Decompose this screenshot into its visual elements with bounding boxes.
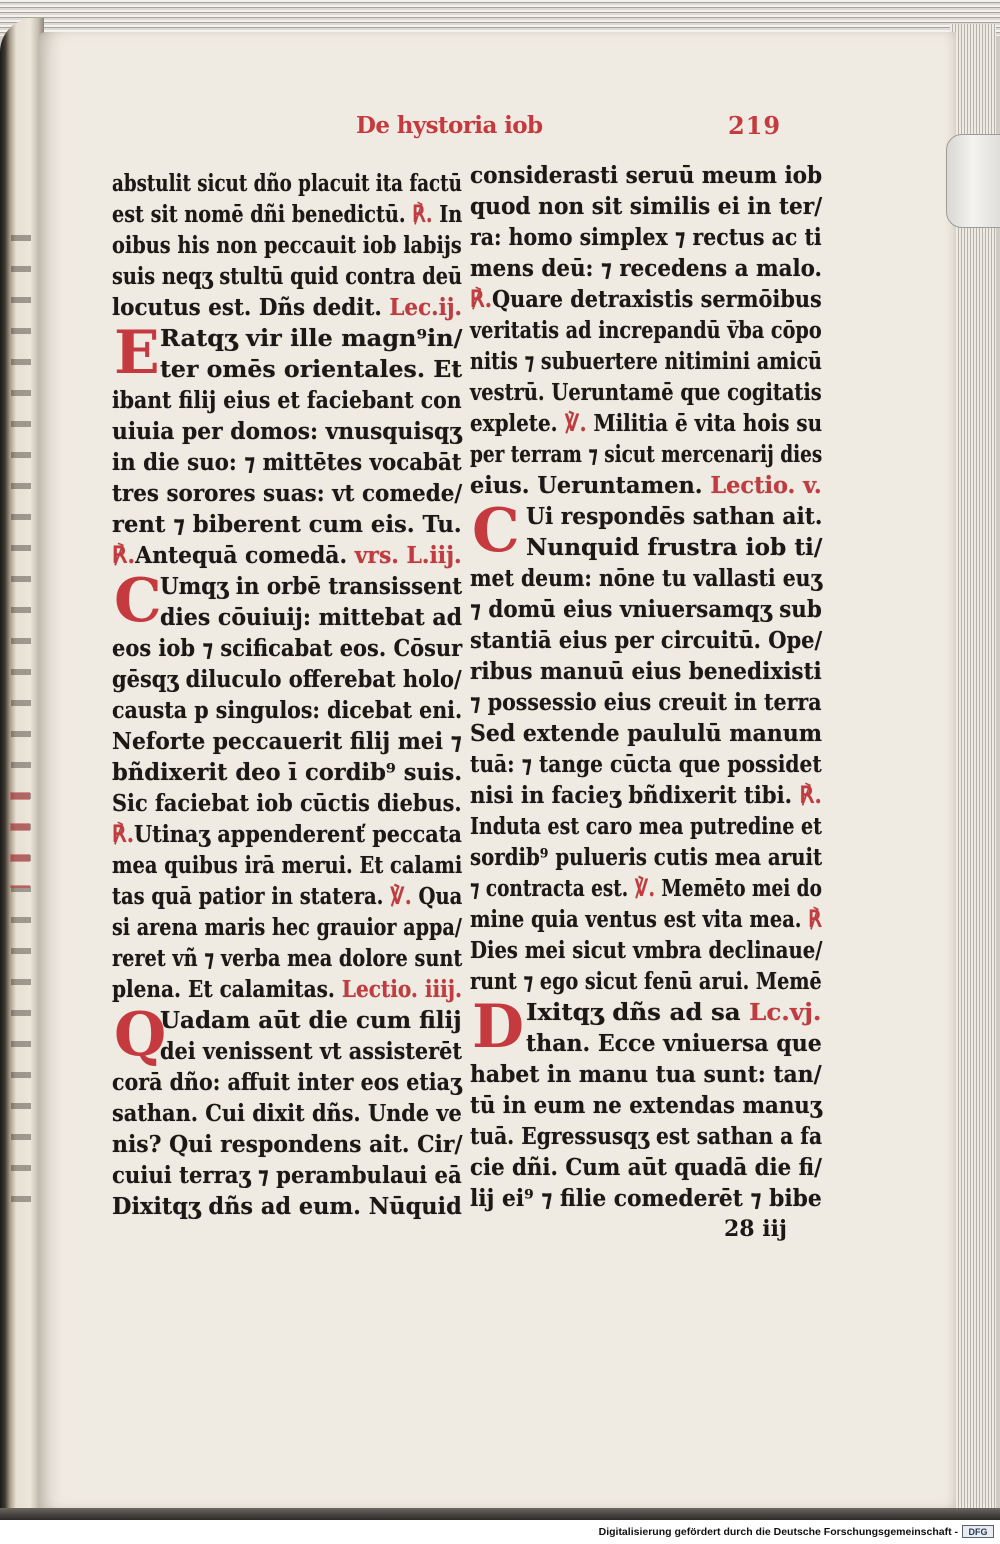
ink-text: reret vñ ⁊ verba mea dolore sunt xyxy=(112,945,463,972)
text-line xyxy=(470,470,822,501)
text-line xyxy=(112,788,462,819)
line-text xyxy=(160,323,462,354)
ink-text: dies cōuiuij: mittebat ad xyxy=(160,604,463,631)
running-title: De hystoria iob xyxy=(356,112,543,139)
rubric-text: Lectio. iiij. xyxy=(341,976,463,1003)
rubric-text: ℟. xyxy=(412,201,433,228)
ink-text: plena. Et calamitas. xyxy=(112,976,342,1003)
ink-text: ribus manuū eius benedixisti xyxy=(470,658,822,685)
text-line xyxy=(470,873,822,904)
line-text xyxy=(112,261,462,292)
line-text xyxy=(112,633,462,664)
text-line xyxy=(470,687,822,718)
line-text xyxy=(470,1059,822,1090)
line-text xyxy=(526,997,821,1028)
text-line xyxy=(112,850,462,881)
text-line xyxy=(112,1036,462,1067)
line-text xyxy=(470,1183,822,1214)
line-text xyxy=(112,664,462,695)
rubric-text: ℟. xyxy=(799,782,822,809)
ink-text: Umqʒ in orbē transissent xyxy=(160,573,463,600)
ink-text: ⁊ possessio eius creuit in terra xyxy=(470,689,822,716)
text-line xyxy=(470,625,822,656)
line-text xyxy=(470,439,822,470)
text-line xyxy=(112,943,462,974)
text-line xyxy=(470,1059,822,1090)
rubricated-initial: D xyxy=(472,992,525,1062)
line-text xyxy=(112,912,462,943)
ink-text: Uadam aūt die cum filij xyxy=(160,1007,462,1034)
text-line xyxy=(470,1121,822,1152)
ink-text: per terram ⁊ sicut mercenarij dies xyxy=(470,441,823,468)
line-text xyxy=(112,168,462,199)
text-line xyxy=(470,253,822,284)
text-line xyxy=(112,478,462,509)
ink-text: Ratqʒ vir ille magn⁹in/ xyxy=(160,325,463,352)
ink-text: tū in eum ne extendas manuʒ xyxy=(470,1092,822,1119)
ink-text: Dixitqʒ dñs ad eum. Nūquid xyxy=(112,1193,462,1220)
ink-text: sathan. Cui dixit dñs. Unde ve xyxy=(112,1100,462,1127)
rubric-text: ℣. xyxy=(634,875,655,902)
ink-text: Nunquid frustra iob ti/ xyxy=(526,534,823,561)
text-line xyxy=(112,230,462,261)
line-text xyxy=(470,1152,822,1183)
ink-text: runt ⁊ ego sicut fenū arui. Memē xyxy=(470,968,822,995)
text-line xyxy=(470,1183,822,1214)
rubricated-initial: Q xyxy=(114,1000,167,1070)
text-line xyxy=(470,656,822,687)
rubric-text: ℟. xyxy=(112,821,135,848)
text-line xyxy=(112,509,462,540)
text-line xyxy=(470,284,822,315)
line-text xyxy=(112,1098,462,1129)
line-text xyxy=(470,625,822,656)
ink-text: cuiui terraʒ ⁊ perambulaui eā xyxy=(112,1162,462,1189)
text-line xyxy=(112,261,462,292)
line-text xyxy=(470,687,822,718)
ink-text: dei venissent vt assisterēt xyxy=(160,1038,462,1065)
ink-text: Ixitqʒ dñs ad sa xyxy=(526,999,750,1026)
rubric-text: Lc.vj. xyxy=(749,999,822,1026)
ink-text: suis neqʒ stultū quid contra deū xyxy=(112,263,463,290)
ink-text: tas quā patior in statera. xyxy=(112,883,391,910)
line-text xyxy=(470,315,822,346)
line-text xyxy=(470,935,822,966)
text-line xyxy=(112,726,462,757)
rubric-text: vrs. L.iij. xyxy=(354,542,462,569)
line-text xyxy=(470,749,822,780)
ink-text: gēsqʒ diluculo offerebat holo/ xyxy=(112,666,462,693)
ink-text: considerasti seruū meum iob xyxy=(470,162,823,189)
ink-text: stantiā eius per circuitū. Ope/ xyxy=(470,627,823,654)
line-text xyxy=(112,757,462,788)
rubric-text: ℟ xyxy=(808,906,822,933)
line-text xyxy=(470,656,822,687)
line-text xyxy=(112,540,462,571)
text-line xyxy=(470,842,822,873)
ink-text: in die suo: ⁊ mittētes vocabāt xyxy=(112,449,462,476)
line-text xyxy=(470,160,822,191)
text-line xyxy=(470,1152,822,1183)
ink-text: met deum: nōne tu vallasti euʒ xyxy=(470,565,823,592)
text-line xyxy=(470,160,822,191)
line-text xyxy=(112,850,462,881)
line-text xyxy=(526,532,822,563)
line-text xyxy=(112,199,462,230)
text-line xyxy=(112,602,462,633)
ink-text: Memēto mei do xyxy=(654,875,822,902)
ink-text: uiuia per domos: vnusquisqʒ xyxy=(112,418,462,445)
line-text xyxy=(112,478,462,509)
ink-text: Neforte peccauerit filij mei ⁊ xyxy=(112,728,462,755)
footer-bar xyxy=(0,1520,1000,1544)
ink-text: Sic faciebat iob cūctis diebus. xyxy=(112,790,462,817)
ink-text: Induta est caro mea putredine et xyxy=(470,813,822,840)
line-text xyxy=(470,718,822,749)
text-line xyxy=(112,633,462,664)
scan-bottom-edge xyxy=(0,1508,1000,1520)
ink-text: eos iob ⁊ scificabat eos. Cōsur xyxy=(112,635,463,662)
ink-text: ⁊ contracta est. xyxy=(470,875,635,902)
ink-text: oibus his non peccauit iob labijs xyxy=(112,232,462,259)
text-line xyxy=(112,664,462,695)
rubric-text: ℣. xyxy=(390,883,412,910)
rubric-text: ℣. xyxy=(564,410,587,437)
text-line xyxy=(112,695,462,726)
ink-text: nisi in facieʒ bñdixerit tibi. xyxy=(470,782,800,809)
right-column xyxy=(470,160,822,1214)
ink-text: nis? Qui respondens ait. Cir/ xyxy=(112,1131,463,1158)
rubric-text: Lectio. v. xyxy=(710,472,822,499)
text-line xyxy=(470,439,822,470)
text-line xyxy=(470,904,822,935)
line-text xyxy=(112,1160,462,1191)
ink-text: tres sorores suas: vt comede/ xyxy=(112,480,463,507)
line-text xyxy=(112,1067,462,1098)
line-text xyxy=(112,230,462,261)
text-line xyxy=(112,354,462,385)
ink-text: si arena maris hec grauior appa/ xyxy=(112,914,462,941)
text-line xyxy=(112,292,462,323)
line-text xyxy=(470,222,822,253)
line-text xyxy=(470,563,822,594)
ink-text: nitis ⁊ subuertere nitimini amicū xyxy=(470,348,822,375)
dfg-logo: DFG xyxy=(962,1525,994,1538)
ink-text: locutus est. Dñs dedit. xyxy=(112,294,390,321)
ink-text: Ui respondēs sathan ait. xyxy=(526,503,823,530)
ink-text: tuā: ⁊ tange cūcta que possidet xyxy=(470,751,822,778)
text-line xyxy=(112,416,462,447)
rubric-text: ℟. xyxy=(112,542,136,569)
line-text xyxy=(160,571,462,602)
signature-mark: 28 iij xyxy=(724,1216,787,1242)
text-line xyxy=(112,1098,462,1129)
ink-text: In xyxy=(432,201,463,228)
page-clip xyxy=(946,134,1000,228)
text-line xyxy=(112,757,462,788)
line-text xyxy=(112,447,462,478)
text-line xyxy=(470,563,822,594)
line-text xyxy=(160,1036,462,1067)
ink-text: mens deū: ⁊ recedens a malo. xyxy=(470,255,823,282)
line-text xyxy=(112,509,462,540)
text-line xyxy=(470,222,822,253)
facing-page-text-traces xyxy=(11,218,31,1218)
line-text xyxy=(112,726,462,757)
ink-text: Sed extende paululū manum xyxy=(470,720,823,747)
line-text xyxy=(112,416,462,447)
text-line xyxy=(470,594,822,625)
rubricated-initial: C xyxy=(472,496,520,566)
ink-text: quod non sit similis ei in ter/ xyxy=(470,193,823,220)
text-line xyxy=(470,718,822,749)
text-line xyxy=(112,1160,462,1191)
line-text xyxy=(112,943,462,974)
line-text xyxy=(470,811,822,842)
ink-text: Utinaʒ appenderenť peccata xyxy=(134,821,462,848)
line-text xyxy=(470,873,822,904)
text-line xyxy=(470,377,822,408)
line-text xyxy=(112,292,462,323)
line-text xyxy=(470,842,822,873)
ink-text: Militia ē vita hois su xyxy=(586,410,823,437)
ink-text: ra: homo simplex ⁊ rectus ac ti xyxy=(470,224,822,251)
ink-text: mea quibus irā merui. Et calami xyxy=(112,852,463,879)
line-text xyxy=(470,377,822,408)
line-text xyxy=(112,385,462,416)
ink-text: tuā. Egressusqʒ est sathan a fa xyxy=(470,1123,823,1150)
text-line xyxy=(470,935,822,966)
text-line xyxy=(470,749,822,780)
ink-text: veritatis ad increpandū v̄ba cōpo xyxy=(470,317,822,344)
text-line xyxy=(470,191,822,222)
ink-text: causta p singulos: dicebat eni. xyxy=(112,697,463,724)
text-line xyxy=(470,346,822,377)
facing-page-rubric-traces xyxy=(10,778,30,888)
line-text xyxy=(470,253,822,284)
text-line xyxy=(112,1191,462,1222)
ink-text: rent ⁊ biberent cum eis. Tu. xyxy=(112,511,462,538)
line-text xyxy=(470,191,822,222)
ink-text: sordib⁹ pulueris cutis mea aruit xyxy=(470,844,823,871)
ink-text: eius. Ueruntamen. xyxy=(470,472,711,499)
ink-text: habet in manu tua sunt: tan/ xyxy=(470,1061,822,1088)
ink-text: Dies mei sicut vmbra declinaue/ xyxy=(470,937,823,964)
ink-text: Qua xyxy=(411,883,463,910)
line-text xyxy=(112,1191,462,1222)
text-line xyxy=(112,1129,462,1160)
folio-number: 219 xyxy=(728,111,782,140)
line-text xyxy=(470,904,822,935)
line-text xyxy=(470,594,822,625)
text-line xyxy=(112,1067,462,1098)
text-line xyxy=(112,168,462,199)
line-text xyxy=(470,408,822,439)
text-line xyxy=(112,881,462,912)
rubric-text: Lec.ij. xyxy=(389,294,463,321)
text-line xyxy=(112,819,462,850)
line-text xyxy=(160,354,462,385)
text-line xyxy=(470,780,822,811)
text-line xyxy=(112,385,462,416)
text-line xyxy=(112,447,462,478)
line-text xyxy=(160,602,462,633)
line-text xyxy=(112,695,462,726)
ink-text: ⁊ domū eius vniuersamqʒ sub xyxy=(470,596,822,623)
left-column xyxy=(112,168,462,1222)
ink-text: abstulit sicut dño placuit ita factū xyxy=(112,170,462,197)
funding-credit: Digitalisierung gefördert durch die Deutsche Forschungsgemeinschaft - xyxy=(598,1526,958,1538)
ink-text: ibant filij eius et faciebant con xyxy=(112,387,462,414)
ink-text: mine quia ventus est vita mea. xyxy=(470,906,809,933)
line-text xyxy=(112,881,462,912)
ink-text: est sit nomē dñi benedictū. xyxy=(112,201,413,228)
line-text xyxy=(470,284,822,315)
line-text xyxy=(526,1028,822,1059)
line-text xyxy=(470,1121,822,1152)
page-stack-top-edge xyxy=(0,0,1000,36)
ink-text: vestrū. Ueruntamē que cogitatis xyxy=(470,379,822,406)
text-line xyxy=(470,315,822,346)
text-line xyxy=(470,1028,822,1059)
line-text xyxy=(160,1005,462,1036)
ink-text: than. Ecce vniuersa que xyxy=(526,1030,822,1057)
ink-text: ter omēs orientales. Et xyxy=(160,356,463,383)
line-text xyxy=(526,501,822,532)
ink-text: Quare detraxistis sermōibus xyxy=(492,286,822,313)
line-text xyxy=(470,780,822,811)
text-line xyxy=(470,408,822,439)
ink-text: explete. xyxy=(470,410,565,437)
line-text xyxy=(470,470,822,501)
line-text xyxy=(470,1090,822,1121)
rubric-text: ℟. xyxy=(470,286,493,313)
ink-text: bñdixerit deo ī cordib⁹ suis. xyxy=(112,759,463,786)
rubricated-initial: C xyxy=(114,566,162,636)
text-line xyxy=(470,1090,822,1121)
line-text xyxy=(112,1129,462,1160)
text-line xyxy=(112,912,462,943)
rubricated-initial: E xyxy=(114,318,160,388)
ink-text: cie dñi. Cum aūt quadā die fi/ xyxy=(470,1154,822,1181)
ink-text: corā dño: affuit inter eos etiaʒ xyxy=(112,1069,462,1096)
line-text xyxy=(112,819,462,850)
line-text xyxy=(112,788,462,819)
page-stack-right-edge xyxy=(950,24,996,1514)
text-line xyxy=(112,540,462,571)
text-line xyxy=(112,199,462,230)
text-line xyxy=(470,532,822,563)
text-line xyxy=(470,811,822,842)
ink-text: Antequā comedā. xyxy=(135,542,355,569)
ink-text: lij ei⁹ ⁊ filie comederēt ⁊ bibe xyxy=(470,1185,822,1212)
line-text xyxy=(470,346,822,377)
